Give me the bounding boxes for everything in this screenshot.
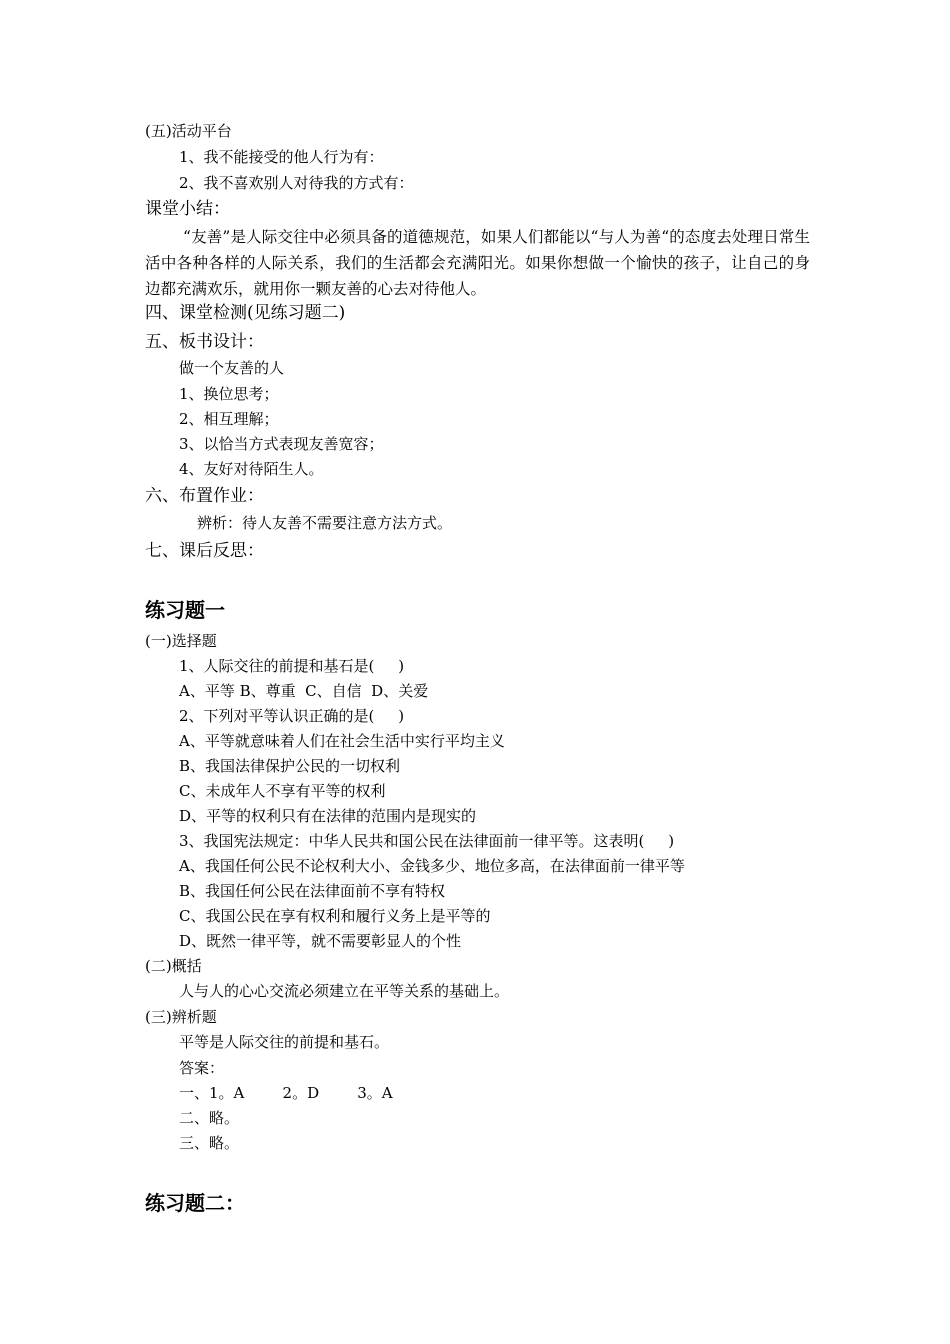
question-3: 3、我国宪法规定：中华人民共和国公民在法律面前一律平等。这表明( ): [179, 832, 675, 850]
question-2-option: B、我国法律保护公民的一切权利: [179, 757, 401, 775]
activity-heading: (五)活动平台: [145, 122, 232, 140]
choice-heading: (一)选择题: [145, 632, 217, 650]
summary-heading: 课堂小结：: [145, 199, 230, 219]
board-item: 4、友好对待陌生人。: [179, 460, 324, 478]
board-item: 3、以恰当方式表现友善宽容；: [179, 435, 384, 453]
analysis-heading: (三)辨析题: [145, 1008, 217, 1026]
summary-paragraph: “友善”是人际交往中必须具备的道德规范，如果人们都能以“与人为善“的态度去处理日常生活中各种各样的人际关系，我们的生活都会充满阳光。如果你想做一个愉快的孩子，让自己的身边都充满欢乐，就用你一颗友善的心去对待他人。: [145, 228, 810, 298]
question-1: 1、人际交往的前提和基石是( ): [179, 657, 405, 675]
question-2-option: D、平等的权利只有在法律的范围内是现实的: [179, 807, 477, 825]
summary-question-heading: (二)概括: [145, 957, 202, 975]
exercise-1-title: 练习题一: [145, 598, 225, 622]
question-2: 2、下列对平等认识正确的是( ): [179, 707, 405, 725]
answers-line: 三、略。: [179, 1134, 240, 1152]
question-3-option: A、我国任何公民不论权利大小、金钱多少、地位多高，在法律面前一律平等: [179, 857, 685, 875]
question-3-option: B、我国任何公民在法律面前不享有特权: [179, 882, 446, 900]
section-6-heading: 六、布置作业：: [145, 486, 264, 506]
question-2-option: A、平等就意味着人们在社会生活中实行平均主义: [179, 732, 505, 750]
board-title: 做一个友善的人: [179, 359, 285, 377]
exercise-2-title: 练习题二：: [145, 1191, 245, 1215]
summary-question-text: 人与人的心心交流必须建立在平等关系的基础上。: [179, 982, 510, 1000]
board-item: 2、相互理解；: [179, 410, 279, 428]
question-2-option: C、未成年人不享有平等的权利: [179, 782, 386, 800]
section-7-heading: 七、课后反思：: [145, 541, 264, 561]
section-4-heading: 四、课堂检测(见练习题二): [145, 303, 346, 323]
activity-item-1: 1、我不能接受的他人行为有：: [179, 148, 384, 166]
board-item: 1、换位思考；: [179, 385, 279, 403]
activity-item-2: 2、我不喜欢别人对待我的方式有：: [179, 174, 414, 192]
question-3-option: C、我国公民在享有权利和履行义务上是平等的: [179, 907, 491, 925]
answers-label: 答案：: [179, 1059, 225, 1077]
question-1-options: A、平等 B、尊重 C、自信 D、关爱: [179, 682, 429, 700]
answers-line: 一、1。A 2。D 3。A: [179, 1084, 393, 1102]
question-3-option: D、既然一律平等，就不需要彰显人的个性: [179, 932, 462, 950]
analysis-text: 平等是人际交往的前提和基石。: [179, 1033, 390, 1051]
section-5-heading: 五、板书设计：: [145, 332, 264, 352]
homework-task: 辨析：待人友善不需要注意方法方式。: [197, 514, 453, 532]
answers-line: 二、略。: [179, 1109, 240, 1127]
